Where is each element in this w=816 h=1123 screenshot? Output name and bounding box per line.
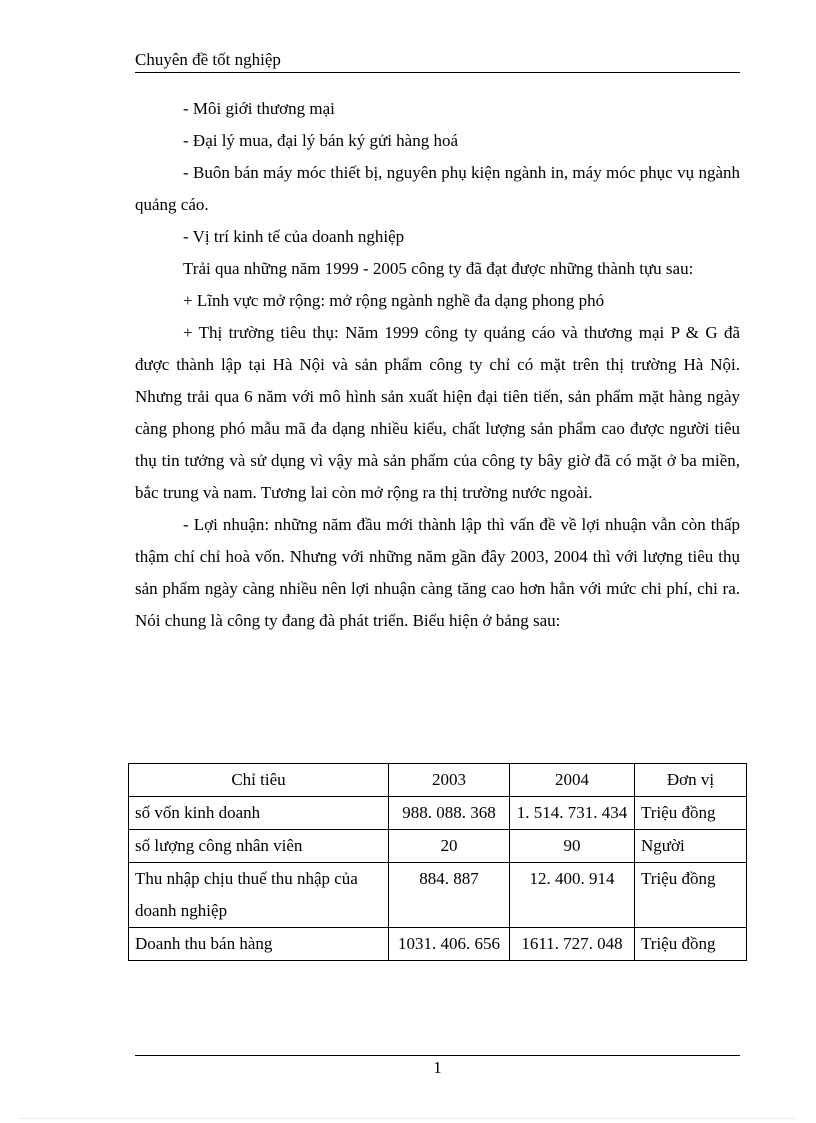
- table-row: [129, 863, 747, 928]
- table-cell: Doanh thu bán hàng: [129, 928, 389, 961]
- table-cell: số vốn kinh doanh: [129, 797, 389, 830]
- table-header-cell: Đơn vị: [635, 764, 747, 797]
- table-cell: 1. 514. 731. 434: [510, 797, 635, 830]
- table-cell: Triệu đồng: [635, 928, 747, 961]
- paragraph: Trải qua những năm 1999 - 2005 công ty đã đạt được những thành tựu sau:: [183, 259, 694, 278]
- header-title: Chuyên đề tốt nghiệp: [135, 50, 281, 69]
- table-header-row: [129, 764, 747, 797]
- paragraph: - Môi giới thương mại: [183, 99, 335, 118]
- paragraph: - Lợi nhuận: những năm đầu mới thành lập thì vấn đề về lợi nhuận vẫn còn thấp thậm chí chỉ hoà vốn. Nhưng với những năm gần đây 2003, 2004 thì với lượng tiêu thụ sản phẩm ngày càng nhiều nên lợi nhuận càng tăng cao hơn hẳn với mức chi phí, chi ra. Nói chung là công ty đang đà phát triển. Biểu hiện ở bảng sau:: [135, 515, 740, 630]
- table-cell: 1611. 727. 048: [510, 928, 635, 961]
- page-number: 1: [433, 1058, 442, 1077]
- paragraph: + Lĩnh vực mở rộng: mở rộng ngành nghề đa dạng phong phó: [183, 291, 605, 310]
- table-header-cell: Chỉ tiêu: [129, 764, 389, 797]
- financial-table: [128, 763, 747, 961]
- table-cell: 988. 088. 368: [389, 797, 510, 830]
- table-cell: 90: [510, 830, 635, 863]
- table-row: [129, 830, 747, 863]
- table-header-cell: 2003: [389, 764, 510, 797]
- table-cell: 1031. 406. 656: [389, 928, 510, 961]
- table-row: [129, 797, 747, 830]
- table-cell: 884. 887: [389, 863, 510, 928]
- table-cell: Người: [635, 830, 747, 863]
- paragraph: - Vị trí kinh tế của doanh nghiệp: [183, 227, 405, 246]
- table-cell: số lượng công nhân viên: [129, 830, 389, 863]
- table-cell: Triệu đồng: [635, 797, 747, 830]
- table-row: [129, 928, 747, 961]
- page-header: [135, 50, 740, 73]
- footer-divider: [135, 1055, 740, 1056]
- table-cell: 12. 400. 914: [510, 863, 635, 928]
- paragraph: - Buôn bán máy móc thiết bị, nguyên phụ kiện ngành in, máy móc phục vụ ngành quảng cáo.: [135, 163, 740, 214]
- paragraph: + Thị trường tiêu thụ: Năm 1999 công ty quảng cáo và thương mại P & G đã được thành lập tại Hà Nội và sản phẩm công ty chỉ có mặt trên thị trường Hà Nội. Nhưng trải qua 6 năm với mô hình sản xuất hiện đại tiên tiến, sản phẩm mặt hàng ngày càng phong phó mẫu mã đa dạng nhiều kiểu, chất lượng sản phẩm cao được người tiêu thụ tin tưởng và sử dụng vì vậy mà sản phẩm của công ty bây giờ đã có mặt ở ba miền, bắc trung và nam. Tương lai còn mở rộng ra thị trường nước ngoài.: [135, 323, 740, 502]
- paragraph: - Đại lý mua, đại lý bán ký gửi hàng hoá: [183, 131, 459, 150]
- table-cell: Thu nhập chịu thuế thu nhập của doanh nghiệp: [129, 863, 389, 928]
- page-edge-divider: [20, 1118, 796, 1119]
- table-cell: Triệu đồng: [635, 863, 747, 928]
- document-body: [135, 93, 740, 637]
- table-header-cell: 2004: [510, 764, 635, 797]
- table-cell: 20: [389, 830, 510, 863]
